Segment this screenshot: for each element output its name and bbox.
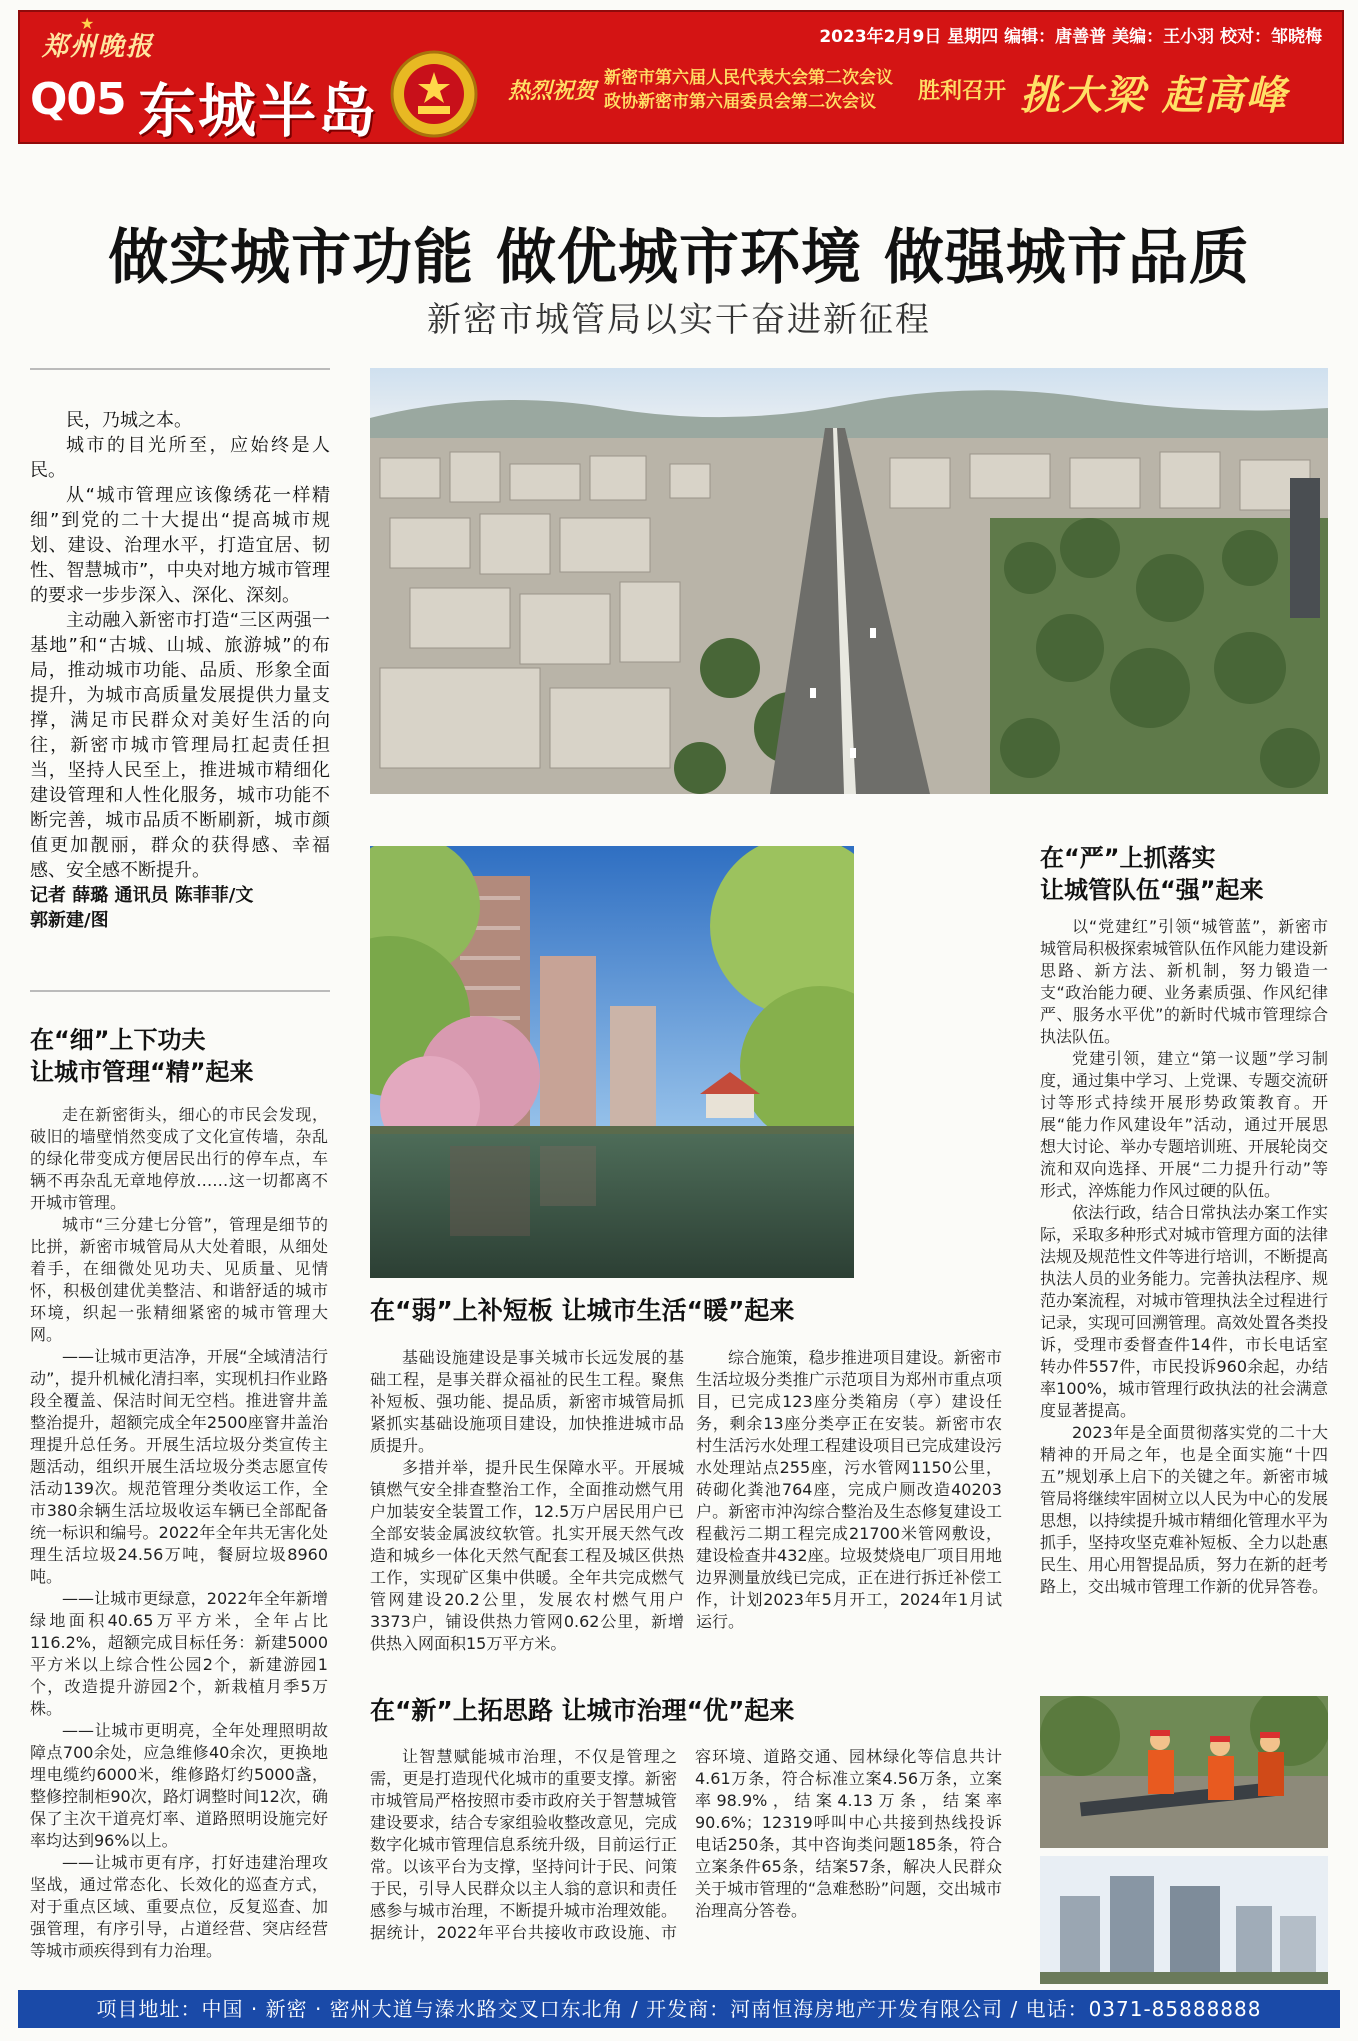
lead-paragraph: 民，乃城之本。 — [66, 410, 192, 431]
heading-line: 在“严”上抓落实 — [1040, 844, 1216, 872]
article-fine — [30, 1104, 328, 1962]
paragraph: 城市“三分建七分管”，管理是细节的比拼，新密市城管局从大处着眼，从细处着手，在细微处见功夫、见质量、见情怀，积极创建优美整洁、和谐舒适的城市环境，织起一张精细紧密的城市管理大网。 — [30, 1215, 328, 1344]
meeting-names — [604, 66, 893, 114]
property-ad-image — [1040, 1856, 1328, 1984]
skyline-image — [1040, 1856, 1328, 1984]
paragraph: 党建引领，建立“第一议题”学习制度，通过集中学习、上党课、专题交流研讨等形式持续开展形势政策教育。开展“能力作风建设年”活动，通过开展思想大讨论、举办专题培训班、开展轮岗交流和双向选择、开展“二力提升行动”等形式，淬炼能力作风过硬的队伍。 — [1040, 1049, 1329, 1200]
paragraph: 多措并举，提升民生保障水平。开展城镇燃气安全排查整治工作，全面推动燃气用户加装安全装置工作，12.5万户居民用户已全部安装金属波纹软管。扎实开展天然气改造和城乡一体化天然气配套工程及城区供热工作，实现矿区集中供暖。全年共完成燃气管网建设20.2公里，发展农村燃气用户3373户，铺设供热力管网0.62公里，新增供热入网面积15万平方米。 — [370, 1458, 684, 1653]
paragraph: ——让城市更明亮，全年处理照明故障点700余处，应急维修40余次，更换地埋电缆约6000米，维修路灯约5000盏，整修控制柜90次，路灯调整时间12次，确保了主次干道亮灯率、道路照明设施完好率均达到96%以上。 — [30, 1721, 328, 1850]
paragraph: 以“党建红”引领“城管蓝”，新密市城管局积极探索城管队伍作风能力建设新思路、新方法、新机制，努力锻造一支“政治能力硬、业务素质强、作风纪律严、服务水平优”的新时代城市管理综合执法队伍。 — [1040, 917, 1329, 1046]
paragraph: 让智慧赋能城市治理，不仅是管理之需，更是打造现代化城市的重要支撑。新密市城管局严格按照市委市政府关于智慧城管建设要求，结合专家组验收整改意见，完成数字化城市管理信息系统升级，目前运行正常。以该平台为支撑，坚持问计于民、问策于民，引导人民群众以主人翁的意识和责任感参与城市治理，不断提升城市治理效能。据统计，2022年平台共接收市政设施、市容环境、道路交通、园林绿化等信息共计4.61万条，符合标准立案4.56万条，立案率98.9%，结案4.13万条，结案率90.6%；12319呼叫中心共接到热线投诉电话250条，其中咨询类问题185条，符合立案条件65条，结案57条，解决人民群众关于城市管理的“急难愁盼”问题，交出城市治理高分答卷。 — [370, 1747, 1002, 1942]
paragraph: 综合施策，稳步推进项目建设。新密市生活垃圾分类推广示范项目为郑州市重点项目，已完成123座分类箱房（亭）建设任务，剩余13座分类亭正在安装。新密市农村生活污水处理工程建设项目已完成建设污水处理站点255座，污水管网1150公里，砖砌化粪池764座，完成户厕改造40203户。新密市沖沟综合整治及生态修复建设工程截污二期工程完成21700米管网敷设，建设检查井432座。垃圾焚烧电厂项目用地边界测量放线已完成，正在进行拆迁补偿工作，计划2023年5月开工，2024年1月试运行。 — [696, 1348, 1002, 1631]
workers-image — [1040, 1696, 1328, 1848]
footer-ad-banner: 项目地址：中国 · 新密 · 密州大道与溱水路交叉口东北角 / 开发商：河南恒海房地产开发有限公司 / 电话：0371-85888888 — [18, 1990, 1340, 2028]
subheadline: 新密市城管局以实干奋进新征程 — [427, 300, 931, 340]
lead-paragraph: 从“城市管理应该像绣花一样精细”到党的二十大提出“提高城市规划、建设、治理水平，打造宜居、韧性、智慧城市”，中央对地方城市管理的要求一步步深入、深化、深刻。 — [30, 485, 330, 606]
header-slogan: 挑大梁 起高峰 — [1020, 72, 1288, 119]
divider — [30, 368, 330, 370]
main-headline: 做实城市功能 做优城市环境 做强城市品质 — [108, 223, 1250, 293]
lead-article — [30, 408, 330, 933]
paragraph: ——让城市更洁净，开展“全域清洁行动”，提升机械化清扫率，实现机扫作业路段全覆盖、保洁时间无空档。推进窨井盖整治提升，超额完成全年2500座窨井盖治理提升总任务。开展生活垃圾分类宣传主题活动，组织开展生活垃圾分类志愿宣传活动139次。规范管理分类收运工作，全市380余辆生活垃圾收运车辆已全部配备统一标识和编号。2022年全年共无害化处理生活垃圾24.56万吨，餐厨垃圾8960吨。 — [30, 1347, 328, 1586]
section-heading-fine — [30, 1024, 330, 1088]
section-heading-strict — [1040, 842, 1330, 906]
paragraph: 走在新密街头，细心的市民会发现，破旧的墙壁悄然变成了文化宣传墙，杂乱的绿化带变成方便居民出行的停车点，车辆不再杂乱无章地停放……这一切都离不开城市管理。 — [30, 1105, 328, 1212]
divider — [30, 990, 330, 992]
victory-label: 胜利召开 — [918, 79, 1007, 104]
heading-line: 让城市管理“精”起来 — [30, 1058, 254, 1086]
meeting-line: 新密市第六届人民代表大会第二次会议 — [604, 68, 893, 88]
section-heading-new: 在“新”上拓思路 让城市治理“优”起来 — [370, 1696, 795, 1725]
workers-photo — [1040, 1696, 1328, 1848]
page-number: Q05 — [30, 74, 126, 125]
city-aerial-image — [370, 368, 1328, 794]
paragraph: ——让城市更有序，打好违建治理攻坚战，通过常态化、长效化的巡查方式，对于重点区域、重要点位，反复巡查、加强管理，有序引导，占道经营、突店经营等城市顽疾得到有力治理。 — [30, 1853, 328, 1960]
article-weak-col1 — [370, 1347, 684, 1655]
page-header — [18, 10, 1344, 144]
meeting-line: 政协新密市第六届委员会第二次会议 — [604, 92, 876, 112]
article-weak-col2 — [696, 1347, 1002, 1633]
section-heading-weak: 在“弱”上补短板 让城市生活“暖”起来 — [370, 1296, 795, 1325]
lead-paragraph: 主动融入新密市打造“三区两强一基地”和“古城、山城、旅游城”的布局，推动城市功能、品质、形象全面提升，为城市高质量发展提供力量支撑，满足市民群众对美好生活的向往，新密市城市管理局扛起责任担当，坚持人民至上，推进城市精细化建设管理和人性化服务，城市功能不断完善，城市品质不断刷新，城市颜值更加靓丽，群众的获得感、幸福感、安全感不断提升。 — [30, 610, 330, 881]
congrats-label: 热烈祝贺 — [508, 79, 597, 104]
paragraph: 2023年是全面贯彻落实党的二十大精神的开局之年，也是全面实施“十四五”规划承上启下的关键之年。新密市城管局将继续牢固树立以人民为中心的发展思想，以持续提升城市精细化管理水平为抓手，坚持攻坚克难补短板、全力以赴惠民生、用心用智提品质，努力在新的赶考路上，交出城市管理工作新的优异答卷。 — [1040, 1423, 1329, 1596]
article-new — [370, 1746, 1002, 1944]
city-aerial-photo — [370, 368, 1328, 794]
national-emblem-icon — [388, 48, 480, 140]
date-editor-line: 2023年2月9日 星期四 编辑：唐善普 美编：王小羽 校对：邹晓梅 — [819, 27, 1322, 47]
masthead-logo: 郑州晚报 — [42, 32, 155, 62]
byline: 郭新建/图 — [30, 910, 109, 931]
park-lake-photo — [370, 846, 854, 1278]
paragraph: 基础设施建设是事关城市长远发展的基础工程，是事关群众福祉的民生工程。聚焦补短板、强功能、提品质，新密市城管局抓紧抓实基础设施项目建设，加快推进城市品质提升。 — [370, 1348, 684, 1455]
heading-line: 让城管队伍“强”起来 — [1040, 876, 1264, 904]
star-icon: ★ — [80, 14, 95, 33]
lead-paragraph: 城市的目光所至，应始终是人民。 — [30, 435, 330, 481]
paragraph: 依法行政，结合日常执法办案工作实际，采取多种形式对城市管理方面的法律法规及规范性文件等进行培训，不断提高执法人员的业务能力。完善执法程序、规范办案流程，对城市管理执法全过程进行记录，实现可回溯管理。高效处置各类投诉，受理市委督查件14件，市长电话室转办件557件，市民投诉960余起，办结率100%，城市管理行政执法的社会满意度显著提高。 — [1040, 1203, 1329, 1420]
paragraph: ——让城市更绿意，2022年全年新增绿地面积40.65万平方米，全年占比116.2%，超额完成目标任务：新建5000平方米以上综合性公园2个，新建游园1个，改造提升游园2个，新栽植月季5万株。 — [30, 1589, 328, 1718]
heading-line: 在“细”上下功夫 — [30, 1026, 206, 1054]
article-strict — [1040, 916, 1328, 1598]
byline: 记者 薛璐 通讯员 陈菲菲/文 — [30, 885, 254, 906]
park-lake-image — [370, 846, 854, 1278]
section-title: 东城半岛 — [138, 77, 379, 145]
